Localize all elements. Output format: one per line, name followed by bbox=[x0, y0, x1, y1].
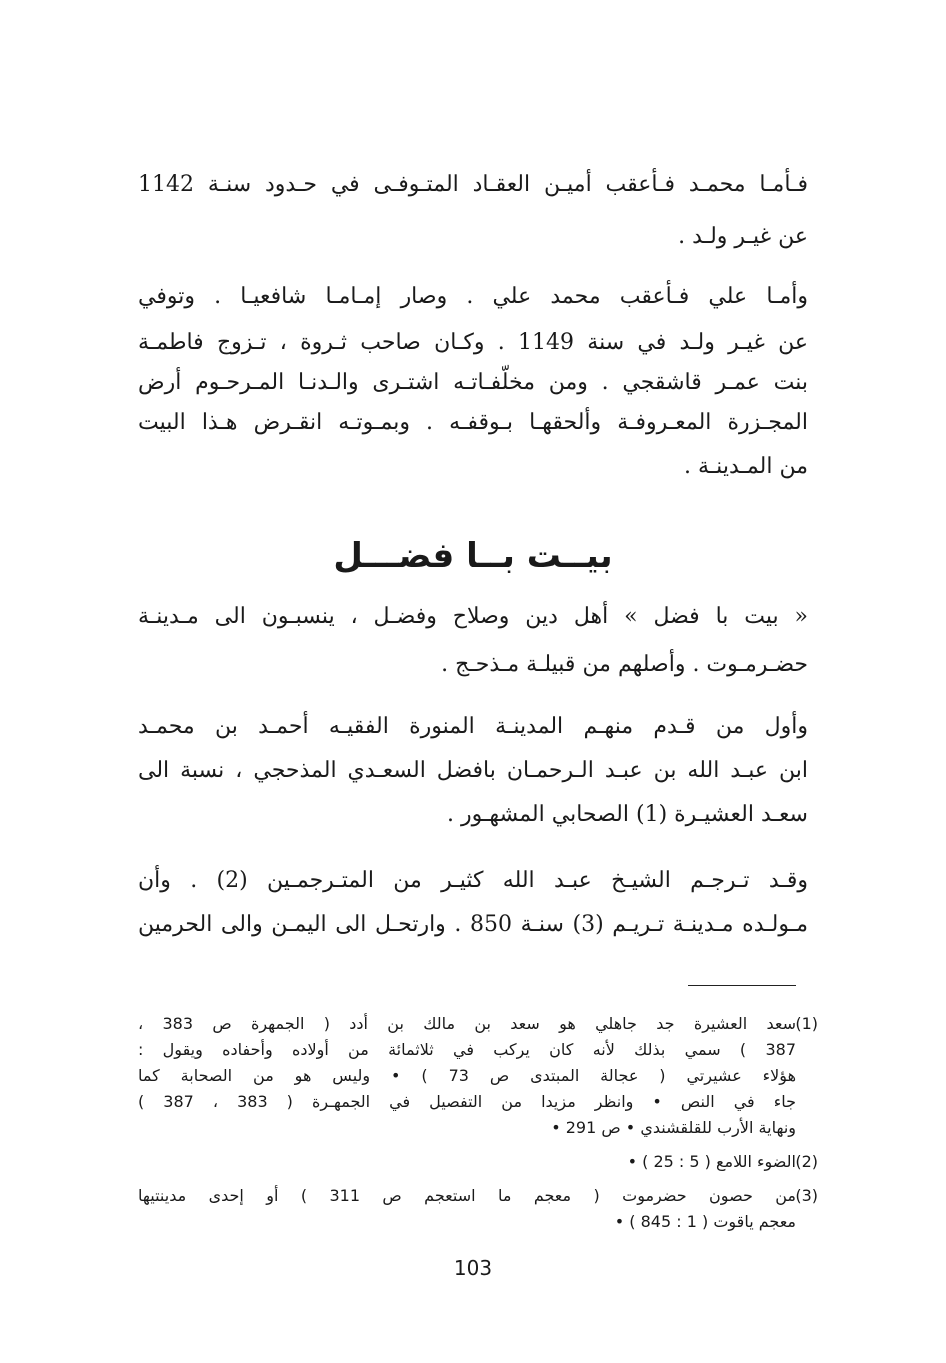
footnote-number: (2) bbox=[795, 1152, 818, 1171]
text-line: وأول من قـدم منهـم المدينـة المنورة الفقيـه أحمـد بن محمـد bbox=[138, 714, 808, 739]
footnote-line: ونهاية الأرب للقلقشندي • ص 291 • bbox=[551, 1118, 796, 1137]
footnote-line: جاء في النص • وانظر مزيدا من التفصيل في الجمهـرة ( 383 ، 387 ) bbox=[138, 1092, 796, 1111]
text-line: مـولـده مـدينـة تـريـم (3) سنـة 850 . وارتحـل الى اليمـن والى الحرمين bbox=[138, 912, 808, 937]
footnote-line: سعد العشيرة جد جاهلي هو سعد بن مالك بن أدد ( الجمهرة ص 383 ، bbox=[138, 1014, 796, 1033]
page-number: 103 bbox=[453, 1256, 493, 1280]
footnote-separator bbox=[688, 985, 796, 986]
text-line: وقـد تـرجـم الشيـخ عبـد الله كثيـر من المتـرجمـين (2) . وأن bbox=[138, 868, 808, 893]
text-line: فـأمـا محمـد فـأعقب أميـن العقـاد المتـوفـى في حـدود سنـة 1142 bbox=[138, 172, 808, 197]
section-title: بيــت بــا فضـــل bbox=[333, 536, 613, 576]
text-line: المجـزرة المعـروفـة وألحقهـا بـوقفـه . وبمـوتـه انقـرض هـذا البيت bbox=[138, 410, 808, 435]
footnote-line: 387 ) سمي بذلك لأنه كان يركب في ثلاثمائة من أولاده وأحفاده ويقول : bbox=[138, 1040, 796, 1059]
text-line: عن غيـر ولـد في سنة 1149 . وكـان صاحب ثـروة ، تـزوج فاطمـة bbox=[138, 330, 809, 355]
footnote-line: الضوء اللامع ( 5 : 25 ) • bbox=[627, 1152, 796, 1171]
text-line: سعـد العشيـرة (1) الصحابي المشهـور . bbox=[447, 802, 808, 827]
text-line: من المـدينـة . bbox=[683, 454, 808, 479]
text-line: « بيت با فضل » أهل دين وصلاح وفضـل ، ينسبـون الى مـدينـة bbox=[138, 604, 808, 629]
text-line: بنت عمـر قاشقجي . ومن مخلّفـاتـه اشتـرى والـدنـا المـرحـوم أرض bbox=[138, 370, 808, 395]
text-line: حضـرمـوت . وأصلهم من قبيلـة مـذحـج . bbox=[441, 652, 808, 677]
footnote-number: (1) bbox=[795, 1014, 818, 1033]
footnote-line: معجم ياقوت ( 1 : 845 ) • bbox=[614, 1212, 796, 1231]
footnote-number: (3) bbox=[795, 1186, 818, 1205]
text-line: ابن عبـد الله بن عبـد الـرحمـان بافضل السعـدي المذحجي ، نسبة الى bbox=[138, 758, 808, 783]
text-line: وأمـا علي فـأعقب محمد علي . وصار إمـامـا شافعيـا . وتوفي bbox=[138, 284, 808, 309]
footnote-line: من حصون حضرموت ( معجم ما استعجم ص 311 ) أو إحدى مدينتيها bbox=[138, 1186, 796, 1205]
text-line: عن غيـر ولـد . bbox=[678, 224, 808, 249]
footnote-line: هؤلاء عشيرتي ( عجالة المبتدى ص 73 ) • وليس هو من الصحابة كما bbox=[138, 1066, 797, 1085]
